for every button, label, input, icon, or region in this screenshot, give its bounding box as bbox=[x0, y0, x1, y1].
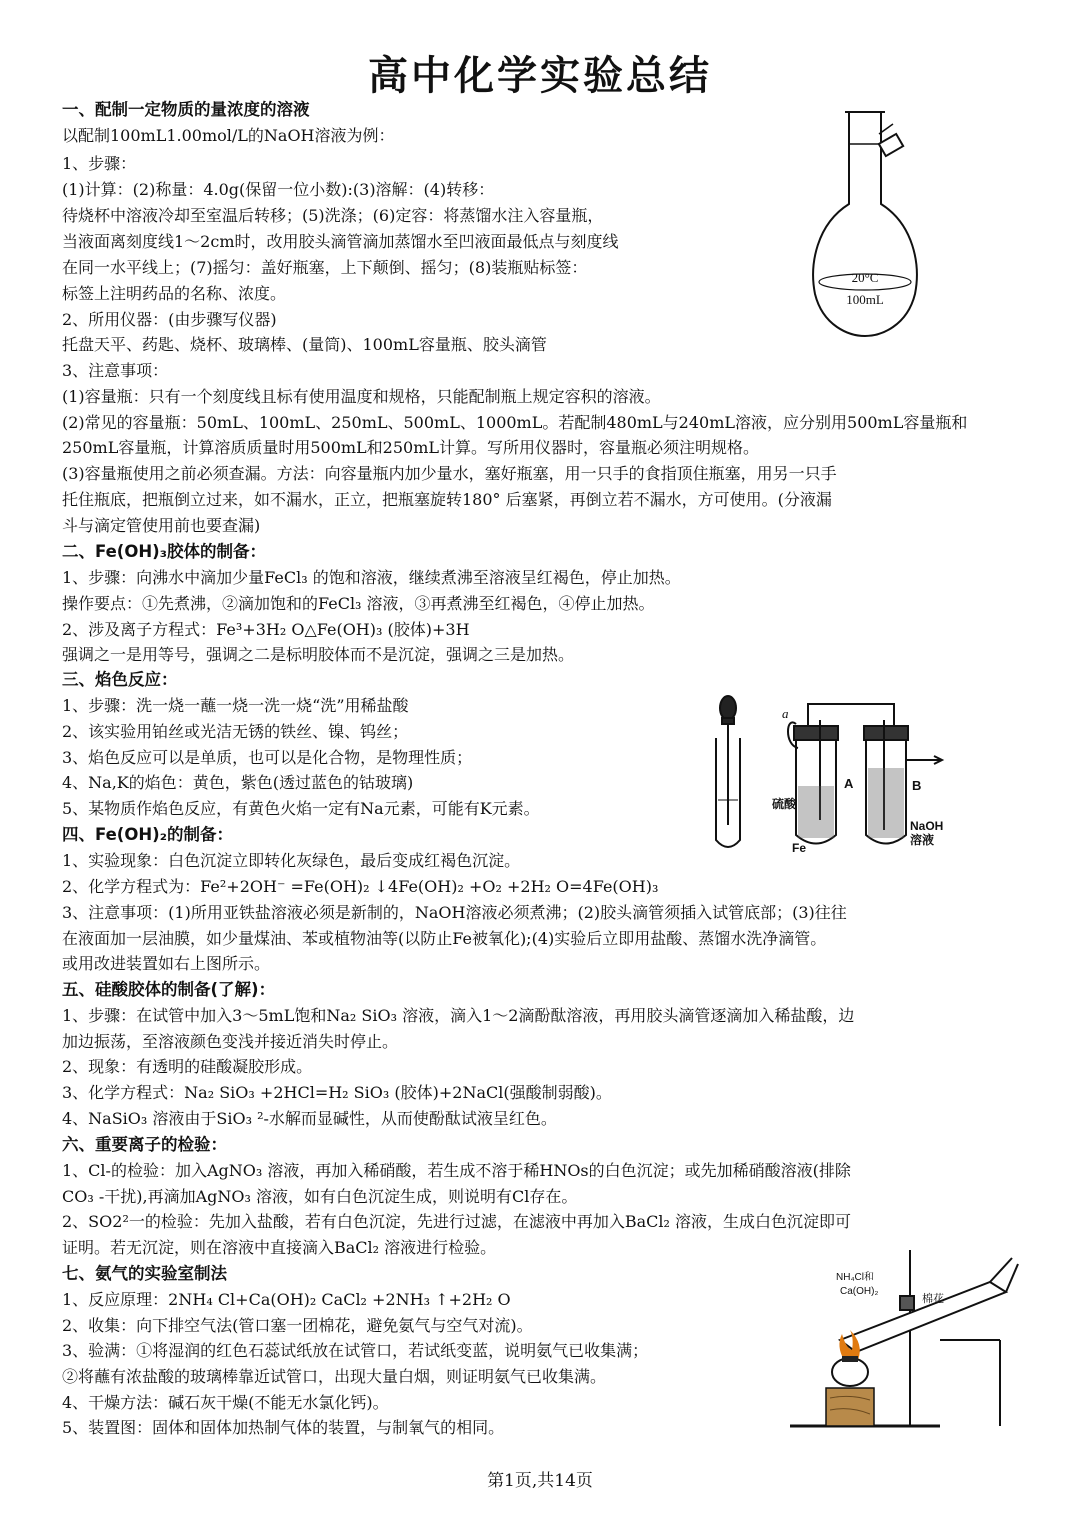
label-A: A bbox=[844, 776, 854, 791]
text-line: 3、验满：①将湿润的红色石蕊试纸放在试管口，若试纸变蓝，说明氨气已收集满； bbox=[62, 1341, 649, 1360]
text-line: (1)容量瓶：只有一个刻度线且标有使用温度和规格，只能配制瓶上规定容积的溶液。 bbox=[62, 387, 661, 406]
text-line: 以配制100mL1.00mol/L的NaOH溶液为例： bbox=[62, 126, 395, 145]
text-line: 强调之一是用等号，强调之二是标明胶体而不是沉淀，强调之三是加热。 bbox=[62, 645, 575, 664]
text-line: 2、现象：有透明的硅酸凝胶形成。 bbox=[62, 1057, 313, 1076]
label-naoh: NaOH bbox=[910, 819, 944, 833]
text-line: 1、步骤：在试管中加入3～5mL饱和Na₂ SiO₃ 溶液，滴入1～2滴酚酞溶液，再用胶头滴管逐滴加入稀盐酸，边 bbox=[62, 1006, 855, 1025]
wooden-block-icon bbox=[826, 1388, 874, 1426]
label-acid: 硫酸 bbox=[772, 797, 797, 811]
section-heading-4: 四、Fe(OH)₂的制备： bbox=[62, 825, 233, 844]
text-line: 1、步骤： bbox=[62, 154, 137, 173]
text-line: 操作要点：①先煮沸，②滴加饱和的FeCl₃ 溶液，③再煮沸至红褐色，④停止加热。 bbox=[62, 594, 655, 613]
text-line: 或用改进装置如右上图所示。 bbox=[62, 954, 271, 973]
section-heading-6: 六、重要离子的检验： bbox=[62, 1135, 227, 1154]
text-line: 托盘天平、药匙、烧杯、玻璃棒、(量筒)、100mL容量瓶、胶头滴管 bbox=[62, 335, 547, 354]
section-heading-1: 一、配制一定物质的量浓度的溶液 bbox=[62, 100, 310, 119]
text-line: 1、步骤：洗一烧一蘸一烧一洗一烧“洗”用稀盐酸 bbox=[62, 696, 409, 715]
text-line: CO₃ -干扰),再滴加AgNO₃ 溶液，如有白色沉淀生成，则说明有Cl存在。 bbox=[62, 1187, 578, 1206]
text-line: (1)计算：(2)称量：4.0g(保留一位小数):(3)溶解：(4)转移： bbox=[62, 180, 495, 199]
text-line: 250mL容量瓶，计算溶质质量时用500mL和250mL计算。写所用仪器时，容量瓶必须注明规格。 bbox=[62, 438, 760, 457]
text-line: 4、干燥方法：碱石灰干燥(不能无水氯化钙)。 bbox=[62, 1393, 389, 1412]
text-line: 4、NaSiO₃ 溶液由于SiO₃ ²-水解而显碱性，从而使酚酞试液呈红色。 bbox=[62, 1109, 557, 1128]
text-line: 1、反应原理：2NH₄ Cl+Ca(OH)₂ CaCl₂ +2NH₃ ↑+2H₂ O bbox=[62, 1290, 511, 1309]
label-fe: Fe bbox=[792, 841, 807, 855]
label-solution: 溶液 bbox=[910, 833, 935, 847]
text-line: 2、SO2²一的检验：先加入盐酸，若有白色沉淀，先进行过滤，在滤液中再加入BaCl₂ 溶液，生成白色沉淀即可 bbox=[62, 1212, 852, 1231]
text-line: 2、收集：向下排空气法(管口塞一团棉花，避免氨气与空气对流)。 bbox=[62, 1316, 533, 1335]
label-B: B bbox=[912, 778, 922, 793]
flask-temp-label: 20°C bbox=[851, 270, 879, 285]
text-line: 3、注意事项： bbox=[62, 361, 169, 380]
section-heading-2: 二、Fe(OH)₃胶体的制备： bbox=[62, 542, 266, 561]
text-line: 4、Na,K的焰色：黄色，紫色(透过蓝色的钴玻璃) bbox=[62, 773, 414, 792]
text-line: (2)常见的容量瓶：50mL、100mL、250mL、500mL、1000mL。若配制480mL与240mL溶液，应分别用500mL容量瓶和 bbox=[62, 413, 968, 432]
text-line: 2、化学方程式为：Fe²+2OH⁻ =Fe(OH)₂ ↓4Fe(OH)₂ +O₂ +2H₂ O=4Fe(OH)₃ bbox=[62, 877, 659, 896]
label-reagent-2: Ca(OH)₂ bbox=[840, 1286, 879, 1297]
text-line: 2、该实验用铂丝或光洁无锈的铁丝、镍、钨丝； bbox=[62, 722, 409, 741]
text-line: 斗与滴定管使用前也要查漏) bbox=[62, 516, 261, 535]
feoh2-apparatus-figure bbox=[706, 690, 964, 860]
label-cotton: 棉花 bbox=[922, 1292, 944, 1305]
text-line: 1、Cl-的检验：加入AgNO₃ 溶液，再加入稀硝酸，若生成不溶于稀HNOs的白色沉淀；或先加稀硝酸溶液(排除 bbox=[62, 1161, 851, 1180]
text-line: 1、步骤：向沸水中滴加少量FeCl₃ 的饱和溶液，继续煮沸至溶液呈红褐色，停止加热。 bbox=[62, 568, 681, 587]
volumetric-flask-figure bbox=[805, 104, 925, 340]
text-line: 1、实验现象：白色沉淀立即转化灰绿色，最后变成红褐色沉淀。 bbox=[62, 851, 521, 870]
text-line: 托住瓶底，把瓶倒立过来，如不漏水，正立，把瓶塞旋转180° 后塞紧，再倒立若不漏水，方可使用。(分液漏 bbox=[62, 490, 832, 509]
text-line: 标签上注明药品的名称、浓度。 bbox=[62, 284, 287, 303]
section-heading-5: 五、硅酸胶体的制备(了解)： bbox=[62, 980, 276, 999]
dropper-test-tube-icon bbox=[716, 696, 740, 847]
text-line: 待烧杯中溶液冷却至室温后转移；(5)洗涤；(6)定容：将蒸馏水注入容量瓶， bbox=[62, 206, 604, 225]
text-line: 证明。若无沉淀，则在溶液中直接滴入BaCl₂ 溶液进行检验。 bbox=[62, 1238, 497, 1257]
text-line: 5、装置图：固体和固体加热制气体的装置，与制氧气的相同。 bbox=[62, 1418, 505, 1437]
text-line: 在同一水平线上；(7)摇匀：盖好瓶塞，上下颠倒、摇匀；(8)装瓶贴标签： bbox=[62, 258, 588, 277]
text-line: 在液面加一层油膜，如少量煤油、苯或植物油等(以防止Fe被氧化);(4)实验后立即用盐酸、蒸馏水洗净滴管。 bbox=[62, 929, 827, 948]
stopper-icon bbox=[879, 124, 903, 156]
page-title: 高中化学实验总结 bbox=[368, 53, 712, 99]
text-line: 2、涉及离子方程式：Fe³+3H₂ O△Fe(OH)₃ (胶体)+3H bbox=[62, 620, 470, 639]
text-line: 3、焰色反应可以是单质，也可以是化合物，是物理性质； bbox=[62, 748, 473, 767]
text-line: 5、某物质作焰色反应，有黄色火焰一定有Na元素，可能有K元素。 bbox=[62, 799, 540, 818]
label-reagent-1: NH₄Cl和 bbox=[836, 1272, 874, 1283]
ammonia-apparatus-figure bbox=[790, 1250, 1020, 1430]
page-footer: 第1页,共14页 bbox=[487, 1471, 593, 1491]
section-heading-3: 三、焰色反应： bbox=[62, 670, 178, 689]
label-a: a bbox=[782, 706, 789, 721]
text-line: 加边振荡，至溶液颜色变浅并接近消失时停止。 bbox=[62, 1032, 399, 1051]
text-line: 3、注意事项：(1)所用亚铁盐溶液必须是新制的，NaOH溶液必须煮沸；(2)胶头滴管须插入试管底部；(3)往往 bbox=[62, 903, 847, 922]
text-line: 2、所用仪器：(由步骤写仪器) bbox=[62, 310, 277, 329]
text-line: (3)容量瓶使用之前必须查漏。方法：向容量瓶内加少量水，塞好瓶塞，用一只手的食指顶住瓶塞，用另一只手 bbox=[62, 464, 837, 483]
text-line: ②将蘸有浓盐酸的玻璃棒靠近试管口，出现大量白烟，则证明氨气已收集满。 bbox=[62, 1367, 607, 1386]
flask-volume-label: 100mL bbox=[846, 292, 884, 307]
text-line: 当液面离刻度线1～2cm时，改用胶头滴管滴加蒸馏水至凹液面最低点与刻度线 bbox=[62, 232, 619, 251]
text-line: 3、化学方程式：Na₂ SiO₃ +2HCl=H₂ SiO₃ (胶体)+2NaCl(强酸制弱酸)。 bbox=[62, 1083, 612, 1102]
section-heading-7: 七、氨气的实验室制法 bbox=[62, 1264, 227, 1283]
